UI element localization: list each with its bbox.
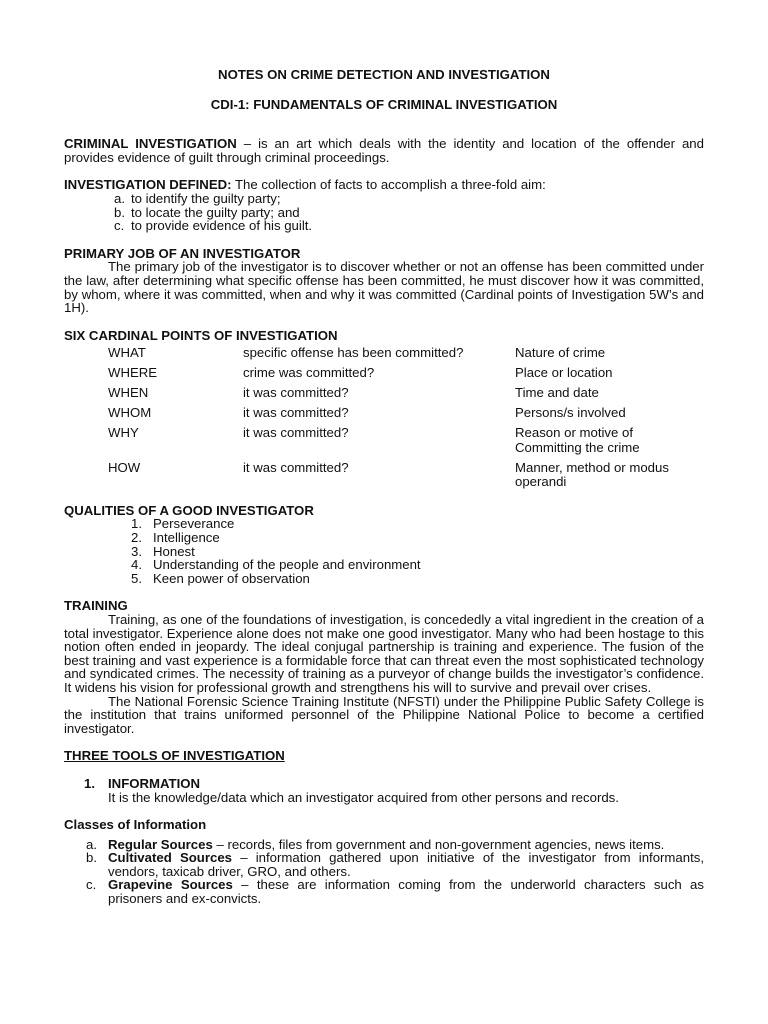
- list-marker: 4.: [131, 557, 142, 573]
- investigation-defined-section: [64, 178, 704, 232]
- list-item: [64, 545, 704, 559]
- table-cell: it was committed?: [243, 425, 349, 441]
- cell-line: Manner, method or modus: [515, 459, 669, 475]
- list-marker: b.: [114, 204, 125, 220]
- class-term: Regular Sources: [108, 836, 213, 852]
- cell-line: Reason or motive of: [515, 425, 634, 441]
- list-item: [64, 531, 704, 545]
- list-item: [64, 878, 704, 905]
- list-marker: c.: [86, 877, 97, 893]
- table-cell: WHEN: [108, 385, 149, 401]
- table-cell: [515, 406, 669, 426]
- list-marker: a.: [114, 190, 125, 206]
- table-cell: [515, 366, 669, 386]
- section-heading: Classes of Information: [64, 817, 207, 833]
- aim-list: [64, 192, 704, 233]
- table-cell: [515, 426, 669, 461]
- section-heading: PRIMARY JOB OF AN INVESTIGATOR: [64, 245, 301, 261]
- class-text: – these are information coming from the underworld characters such as prisoners and ex-convicts.: [108, 877, 704, 907]
- table-cell: it was committed?: [243, 405, 349, 421]
- list-item: [64, 517, 704, 531]
- classes-section: [64, 818, 704, 906]
- list-item-text: to provide evidence of his guilt.: [131, 218, 313, 234]
- cardinal-points-table: [64, 346, 669, 490]
- cardinal-points-section: [64, 329, 704, 490]
- class-text: – information gathered upon initiative of the investigator from informants, vendors, taxicab driver, GRO, and others.: [108, 850, 704, 879]
- tool-information: [64, 777, 704, 804]
- cell-line: Nature of crime: [515, 345, 606, 361]
- table-cell: [515, 386, 669, 406]
- list-item: [64, 572, 704, 586]
- tools-heading: THREE TOOLS OF INVESTIGATION: [64, 748, 285, 764]
- document-page: [64, 68, 704, 906]
- list-item: [64, 838, 704, 852]
- table-cell: WHOM: [108, 405, 152, 421]
- table-cell: it was committed?: [243, 385, 349, 401]
- training-paragraph-2: The National Forensic Science Training Institute (NFSTI) under the Philippine Public Safety College is the institution that trains uniformed personnel of the Philippine National Police to become a certified investigator.: [64, 693, 704, 736]
- primary-job-section: [64, 247, 704, 315]
- list-item-text: Perseverance: [153, 516, 235, 532]
- cell-line: Committing the crime: [515, 439, 640, 455]
- table-cell: it was committed?: [243, 459, 349, 475]
- list-item-text: Intelligence: [153, 530, 220, 545]
- cell-line: Place or location: [515, 365, 613, 381]
- criminal-investigation-term: CRIMINAL INVESTIGATION: [64, 136, 237, 152]
- section-heading: QUALITIES OF A GOOD INVESTIGATOR: [64, 502, 314, 518]
- list-marker: a.: [86, 836, 97, 852]
- table-row: [64, 461, 669, 490]
- list-item: [64, 192, 704, 206]
- table-cell: [515, 346, 669, 366]
- list-marker: 2.: [131, 530, 142, 545]
- table-cell: specific offense has been committed?: [243, 345, 464, 361]
- table-row: [64, 366, 669, 386]
- section-heading: TRAINING: [64, 598, 128, 614]
- list-marker: 5.: [131, 570, 142, 586]
- list-marker: b.: [86, 850, 97, 866]
- table-row: [64, 386, 669, 406]
- investigation-defined-term: INVESTIGATION DEFINED:: [64, 177, 232, 193]
- table-cell: [515, 461, 669, 490]
- cell-line: Time and date: [515, 385, 599, 401]
- list-item-text: to locate the guilty party; and: [131, 204, 300, 220]
- list-marker: 1.: [131, 516, 142, 532]
- cell-line: operandi: [515, 474, 567, 490]
- list-item: [64, 206, 704, 220]
- list-item: [64, 219, 704, 233]
- list-item-text: Keen power of observation: [153, 570, 310, 586]
- list-item-text: to identify the guilty party;: [131, 190, 281, 206]
- table-row: [64, 426, 669, 461]
- document-subtitle: CDI-1: FUNDAMENTALS OF CRIMINAL INVESTIGATION: [210, 96, 558, 112]
- investigation-defined-text: The collection of facts to accomplish a three-fold aim:: [231, 177, 546, 193]
- section-heading: [64, 749, 704, 763]
- qualities-section: [64, 504, 704, 586]
- class-term: Cultivated Sources: [108, 850, 232, 866]
- training-paragraph-1: Training, as one of the foundations of investigation, is concededly a vital ingredient in the creation of a total investigator. Experience alone does not make one good investigator. Many who had been hostage to this notion often ended in jeopardy. The ideal conjugal partnership is training and experience. The fusion of the best training and vast experience is a formidable force that can threat even the most sophisticated technology and syndicated crimes. The necessity of training as a purveyor of change builds the investigator’s confidence. It widens his vision for professional growth and strengthens his will to survive and prevail over crises.: [64, 611, 704, 695]
- table-row: [64, 346, 669, 366]
- list-item: [64, 558, 704, 572]
- list-item-text: Understanding of the people and environment: [153, 557, 421, 573]
- investigation-defined-paragraph: [64, 178, 704, 192]
- table-cell: HOW: [108, 459, 141, 475]
- table-cell: crime was committed?: [243, 365, 375, 381]
- table-row: [64, 406, 669, 426]
- cell-line: Persons/s involved: [515, 405, 626, 421]
- tools-section: [64, 749, 704, 804]
- tool-title: INFORMATION: [108, 775, 201, 791]
- class-text: – records, files from government and non-government agencies, news items.: [212, 836, 665, 852]
- list-item-text: Honest: [153, 543, 195, 559]
- classes-list: [64, 838, 704, 906]
- list-item: [64, 851, 704, 878]
- primary-job-paragraph: The primary job of the investigator is to discover whether or not an offense has been committed under the law, after determining what specific offense has been committed, he must discover how it was committed, by whom, where it was committed, when and why it was committed (Cardinal points of Investigation 5W’s and 1H).: [64, 259, 704, 316]
- table-cell: WHERE: [108, 365, 158, 381]
- tool-number: 1.: [84, 775, 95, 791]
- list-marker: 3.: [131, 543, 142, 559]
- criminal-investigation-definition: – is an art which deals with the identity and location of the offender and provides evidence of guilt through criminal proceedings.: [64, 136, 704, 165]
- class-term: Grapevine Sources: [108, 877, 233, 893]
- list-marker: c.: [114, 218, 125, 234]
- table-cell: WHY: [108, 425, 139, 441]
- document-title: NOTES ON CRIME DETECTION AND INVESTIGATION: [218, 67, 550, 82]
- section-heading: SIX CARDINAL POINTS OF INVESTIGATION: [64, 327, 338, 343]
- training-section: [64, 599, 704, 735]
- criminal-investigation-paragraph: [64, 137, 704, 164]
- qualities-list: [64, 517, 704, 585]
- tool-description: It is the knowledge/data which an investigator acquired from other persons and records.: [108, 789, 619, 805]
- table-cell: WHAT: [108, 345, 146, 361]
